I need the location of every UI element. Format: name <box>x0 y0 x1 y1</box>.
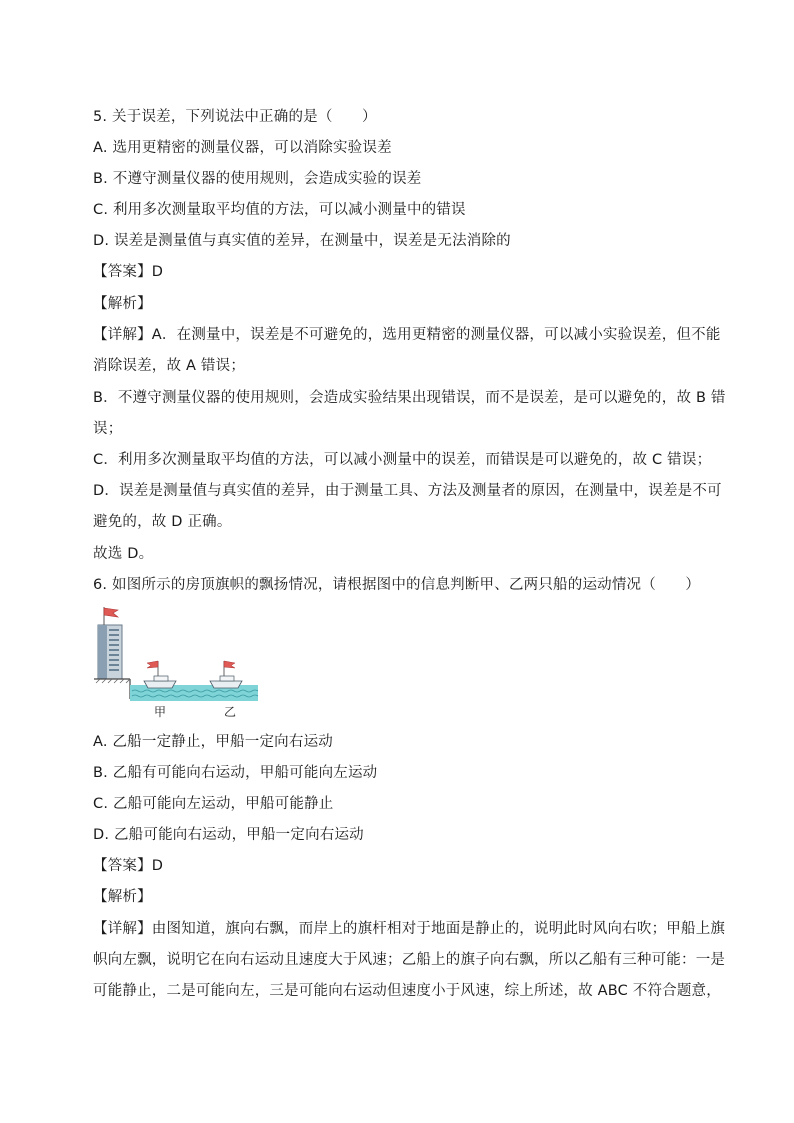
q5-analysis-title: 【解析】 <box>93 296 152 312</box>
q5-analysis-line: 消除误差，故 A 错误； <box>93 358 246 374</box>
q5-answer: 【答案】D <box>93 264 164 280</box>
q5-analysis-line: 故选 D。 <box>93 546 154 562</box>
q6-answer: 【答案】D <box>93 858 164 874</box>
bank <box>94 679 130 699</box>
q5-analysis-line: C．利用多次测量取平均值的方法，可以减小测量中的误差，而错误是可以避免的，故 C 错误； <box>93 452 712 468</box>
flag-boats-figure <box>92 603 262 721</box>
boat-jia <box>144 661 176 688</box>
q6-stem: 6. 如图所示的房顶旗帜的飘扬情况，请根据图中的信息判断甲、乙两只船的运动情况（ ） <box>93 577 701 593</box>
q5-option-c: C. 利用多次测量取平均值的方法，可以减小测量中的错误 <box>93 202 466 218</box>
q5-analysis-line: 避免的，故 D 正确。 <box>93 514 232 530</box>
q5-option-b: B. 不遵守测量仪器的使用规则，会造成实验的误差 <box>93 171 422 187</box>
q6-option-b: B. 乙船有可能向右运动，甲船可能向左运动 <box>93 765 378 781</box>
q6-option-d: D. 乙船可能向右运动，甲船一定向右运动 <box>93 827 364 843</box>
q5-analysis-line: 【详解】A．在测量中，误差是不可避免的，选用更精密的测量仪器，可以减小实验误差，但不能 <box>93 327 721 343</box>
q5-option-a: A. 选用更精密的测量仪器，可以消除实验误差 <box>93 140 392 156</box>
building-flag <box>104 607 118 625</box>
q6-option-a: A. 乙船一定静止，甲船一定向右运动 <box>93 734 333 750</box>
q5-analysis-line: 误； <box>93 421 123 437</box>
q5-analysis-line: D．误差是测量值与真实值的差异，由于测量工具、方法及测量者的原因，在测量中，误差是不可 <box>93 483 722 499</box>
q5-stem: 5. 关于误差，下列说法中正确的是（ ） <box>93 109 377 125</box>
boat-yi <box>210 661 242 688</box>
flag-boats-diagram <box>92 603 262 721</box>
label-jia: 甲 <box>154 705 167 719</box>
q6-option-c: C. 乙船可能向左运动，甲船可能静止 <box>93 796 334 812</box>
q6-analysis-line: 帜向左飘，说明它在向右运动且速度大于风速；乙船上的旗子向右飘，所以乙船有三种可能：一是 <box>93 952 726 968</box>
building <box>98 625 122 679</box>
q6-analysis-title: 【解析】 <box>93 889 152 905</box>
q5-analysis-line: B．不遵守测量仪器的使用规则，会造成实验结果出现错误，而不是误差，是可以避免的，故 B 错 <box>93 390 726 406</box>
q6-analysis-line: 可能静止，二是可能向左，三是可能向右运动但速度小于风速，综上所述，故 ABC 不符合题意， <box>93 983 721 999</box>
label-yi: 乙 <box>224 705 237 719</box>
q6-analysis-line: 【详解】由图知道，旗向右飘，而岸上的旗杆相对于地面是静止的，说明此时风向右吹；甲船上旗 <box>93 921 726 937</box>
q5-option-d: D. 误差是测量值与真实值的差异，在测量中，误差是无法消除的 <box>93 233 511 249</box>
